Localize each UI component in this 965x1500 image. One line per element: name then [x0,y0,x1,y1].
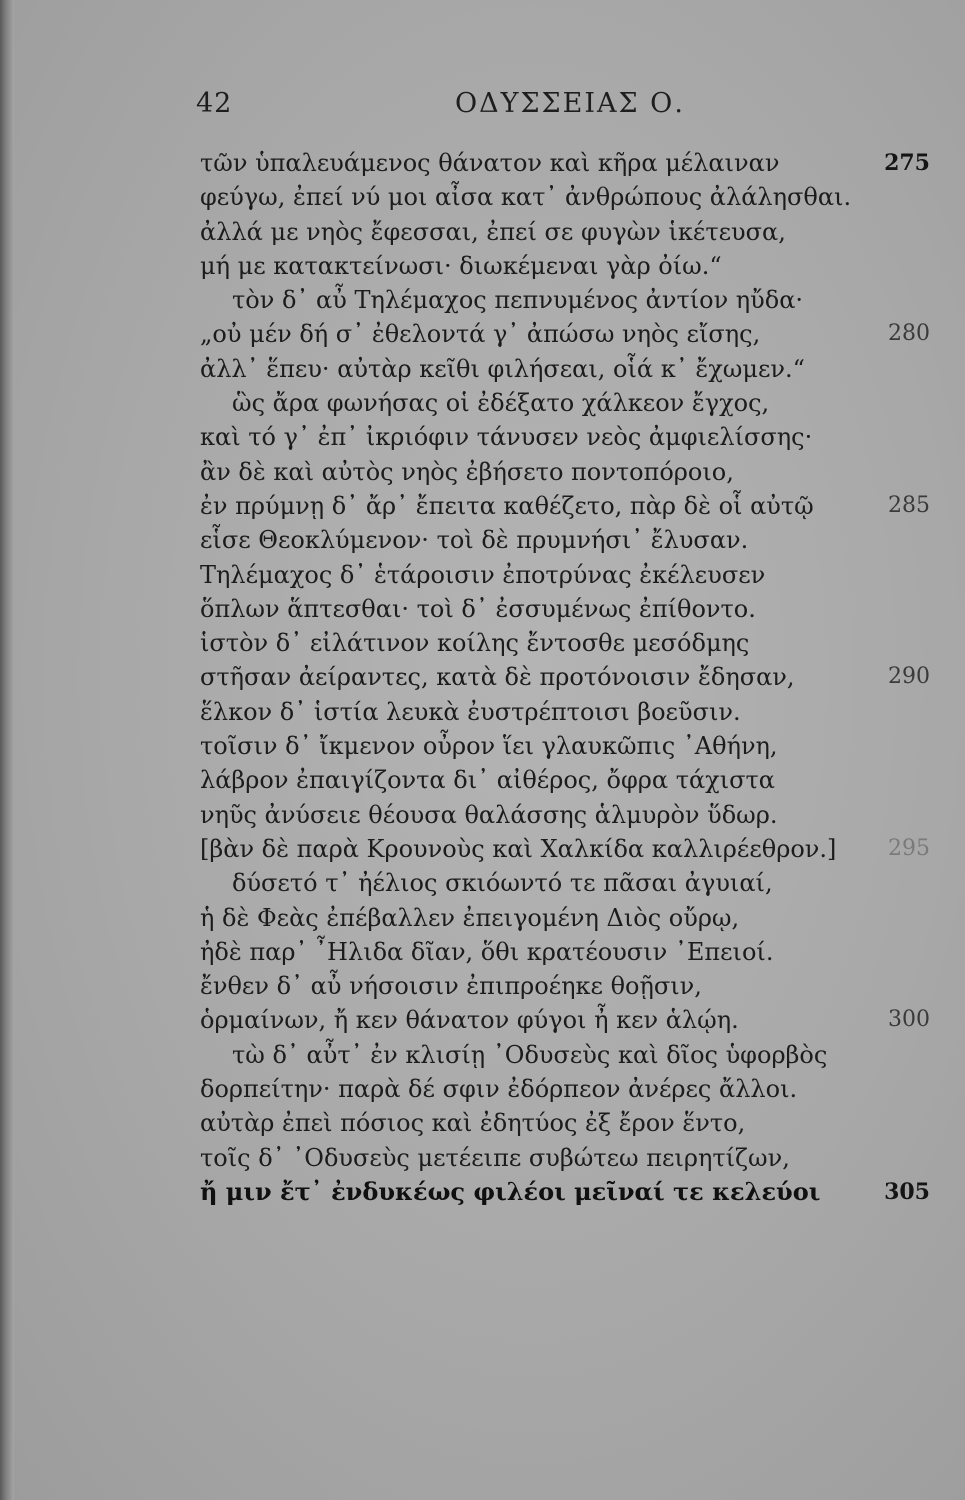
line-number: 290 [888,664,930,690]
line-number: 275 [884,150,930,176]
verse-line [200,1072,930,1106]
verse-text: ὁρμαίνων, ἤ κεν θάνατον φύγοι ἦ κεν ἁλῴη. [200,1006,739,1035]
line-number: 305 [884,1178,930,1205]
verse-line [200,901,930,935]
verse-line [200,866,930,900]
verse-line [200,1038,930,1072]
verse-text: ἂν δὲ καὶ αὐτὸς νηὸς ἐβήσετο ποντοπόροιο, [200,457,734,486]
verse-text: στῆσαν ἀείραντες, κατὰ δὲ προτόνοισιν ἔδησαν, [200,663,795,692]
verse-text: τοῖσιν δ᾽ ἴκμενον οὖρον ἵει γλαυκῶπις ᾽Αθήνη, [200,732,778,761]
verse-line [200,317,930,351]
verse-text: δορπείτην· παρὰ δέ σφιν ἐδόρπεον ἀνέρες ἄλλοι. [200,1075,798,1104]
verse-line [200,352,930,386]
verse-line [200,146,930,180]
verse-text: ἀλλά με νηὸς ἔφεσσαι, ἐπεί σε φυγὼν ἱκέτευσα, [200,217,786,246]
verse-text: μή με κατακτείνωσι· διωκέμεναι γὰρ ὀίω.“ [200,251,722,280]
verse-text: ὅπλων ἅπτεσθαι· τοὶ δ᾽ ἐσσυμένως ἐπίθοντο. [200,594,756,623]
verse-line [200,283,930,317]
page-number: 42 [196,88,233,119]
verse-line [200,729,930,763]
verse-line [200,626,930,660]
verse-text: ἐν πρύμνῃ δ᾽ ἄρ᾽ ἔπειτα καθέζετο, πὰρ δὲ οἷ αὐτῷ [200,491,814,520]
verse-text: ἱστὸν δ᾽ εἰλάτινον κοίλης ἔντοσθε μεσόδμης [200,629,750,658]
page-binding-edge [0,0,14,1500]
verse-line [200,660,930,694]
verse-text: τὼ δ᾽ αὖτ᾽ ἐν κλισίῃ ᾽Οδυσεὺς καὶ δῖος ὑφορβὸς [232,1040,828,1069]
verse-text: δύσετό τ᾽ ἠέλιος σκιόωντό τε πᾶσαι ἀγυιαί, [232,869,773,898]
verse-text: ἕλκον δ᾽ ἱστία λευκὰ ἐυστρέπτοισι βοεῦσιν. [200,697,741,726]
verse-line [200,1175,930,1209]
verse-line [200,798,930,832]
verse-text: [βὰν δὲ παρὰ Κρουνοὺς καὶ Χαλκίδα καλλιρέεθρον.] [200,834,837,863]
line-number: 300 [888,1007,930,1033]
verse-line [200,249,930,283]
verse-list [200,146,930,1209]
verse-line [200,523,930,557]
verse-text: Τηλέμαχος δ᾽ ἑτάροισιν ἐποτρύνας ἐκέλευσεν [200,560,766,589]
verse-text: τὸν δ᾽ αὖ Τηλέμαχος πεπνυμένος ἀντίον ηὔδα· [232,286,804,315]
page-header [0,88,965,128]
verse-text: λάβρον ἐπαιγίζοντα δι᾽ αἰθέρος, ὄφρα τάχιστα [200,766,776,795]
verse-text: φεύγω, ἐπεί νύ μοι αἶσα κατ᾽ ἀνθρώπους ἀλάλησθαι. [200,183,852,212]
verse-text: αὐτὰρ ἐπεὶ πόσιος καὶ ἐδητύος ἐξ ἔρον ἕντο, [200,1109,746,1138]
verse-line [200,763,930,797]
line-number: 295 [888,835,930,861]
verse-line [200,489,930,523]
verse-text: τῶν ὑπαλευάμενος θάνατον καὶ κῆρα μέλαιναν [200,149,780,177]
verse-line [200,1003,930,1037]
verse-line [200,455,930,489]
verse-text: ὣς ἄρα φωνήσας οἱ ἐδέξατο χάλκεον ἔγχος, [232,389,770,418]
line-number: 285 [888,492,930,518]
verse-text: καὶ τό γ᾽ ἐπ᾽ ἰκριόφιν τάνυσεν νεὸς ἀμφιελίσσης· [200,423,813,452]
verse-text: „οὐ μέν δή σ᾽ ἐθελοντά γ᾽ ἀπώσω νηὸς εἴσης, [200,320,761,349]
verse-line [200,832,930,866]
verse-line [200,592,930,626]
verse-line [200,215,930,249]
verse-line [200,386,930,420]
running-title: ΟΔΥΣΣΕΙΑΣ Ο. [455,88,685,119]
verse-line [200,935,930,969]
verse-line [200,558,930,592]
verse-text: ἀλλ᾽ ἕπευ· αὐτὰρ κεῖθι φιλήσεαι, οἷά κ᾽ ἔχωμεν.“ [200,354,805,383]
verse-text: ἡ δὲ Φεὰς ἐπέβαλλεν ἐπειγομένη Διὸς οὔρῳ, [200,903,740,932]
verse-text: ἔνθεν δ᾽ αὖ νήσοισιν ἐπιπροέηκε θοῇσιν, [200,972,702,1001]
verse-text: τοῖς δ᾽ ᾽Οδυσεὺς μετέειπε συβώτεω πειρητίζων, [200,1143,790,1172]
verse-text: ἤ μιν ἔτ᾽ ἐνδυκέως φιλέοι μεῖναί τε κελεύοι [200,1176,821,1206]
verse-line [200,420,930,454]
verse-line [200,1141,930,1175]
verse-line [200,969,930,1003]
line-number: 280 [888,321,930,347]
verse-line [200,180,930,214]
verse-line [200,695,930,729]
verse-text: εἷσε Θεοκλύμενον· τοὶ δὲ πρυμνήσι᾽ ἔλυσαν. [200,526,749,555]
verse-text: νηῦς ἀνύσειε θέουσα θαλάσσης ἁλμυρὸν ὕδωρ. [200,800,778,829]
verse-line [200,1106,930,1140]
verse-text: ἠδὲ παρ᾽ ῏Ηλιδα δῖαν, ὅθι κρατέουσιν ᾽Επειοί. [200,937,774,966]
